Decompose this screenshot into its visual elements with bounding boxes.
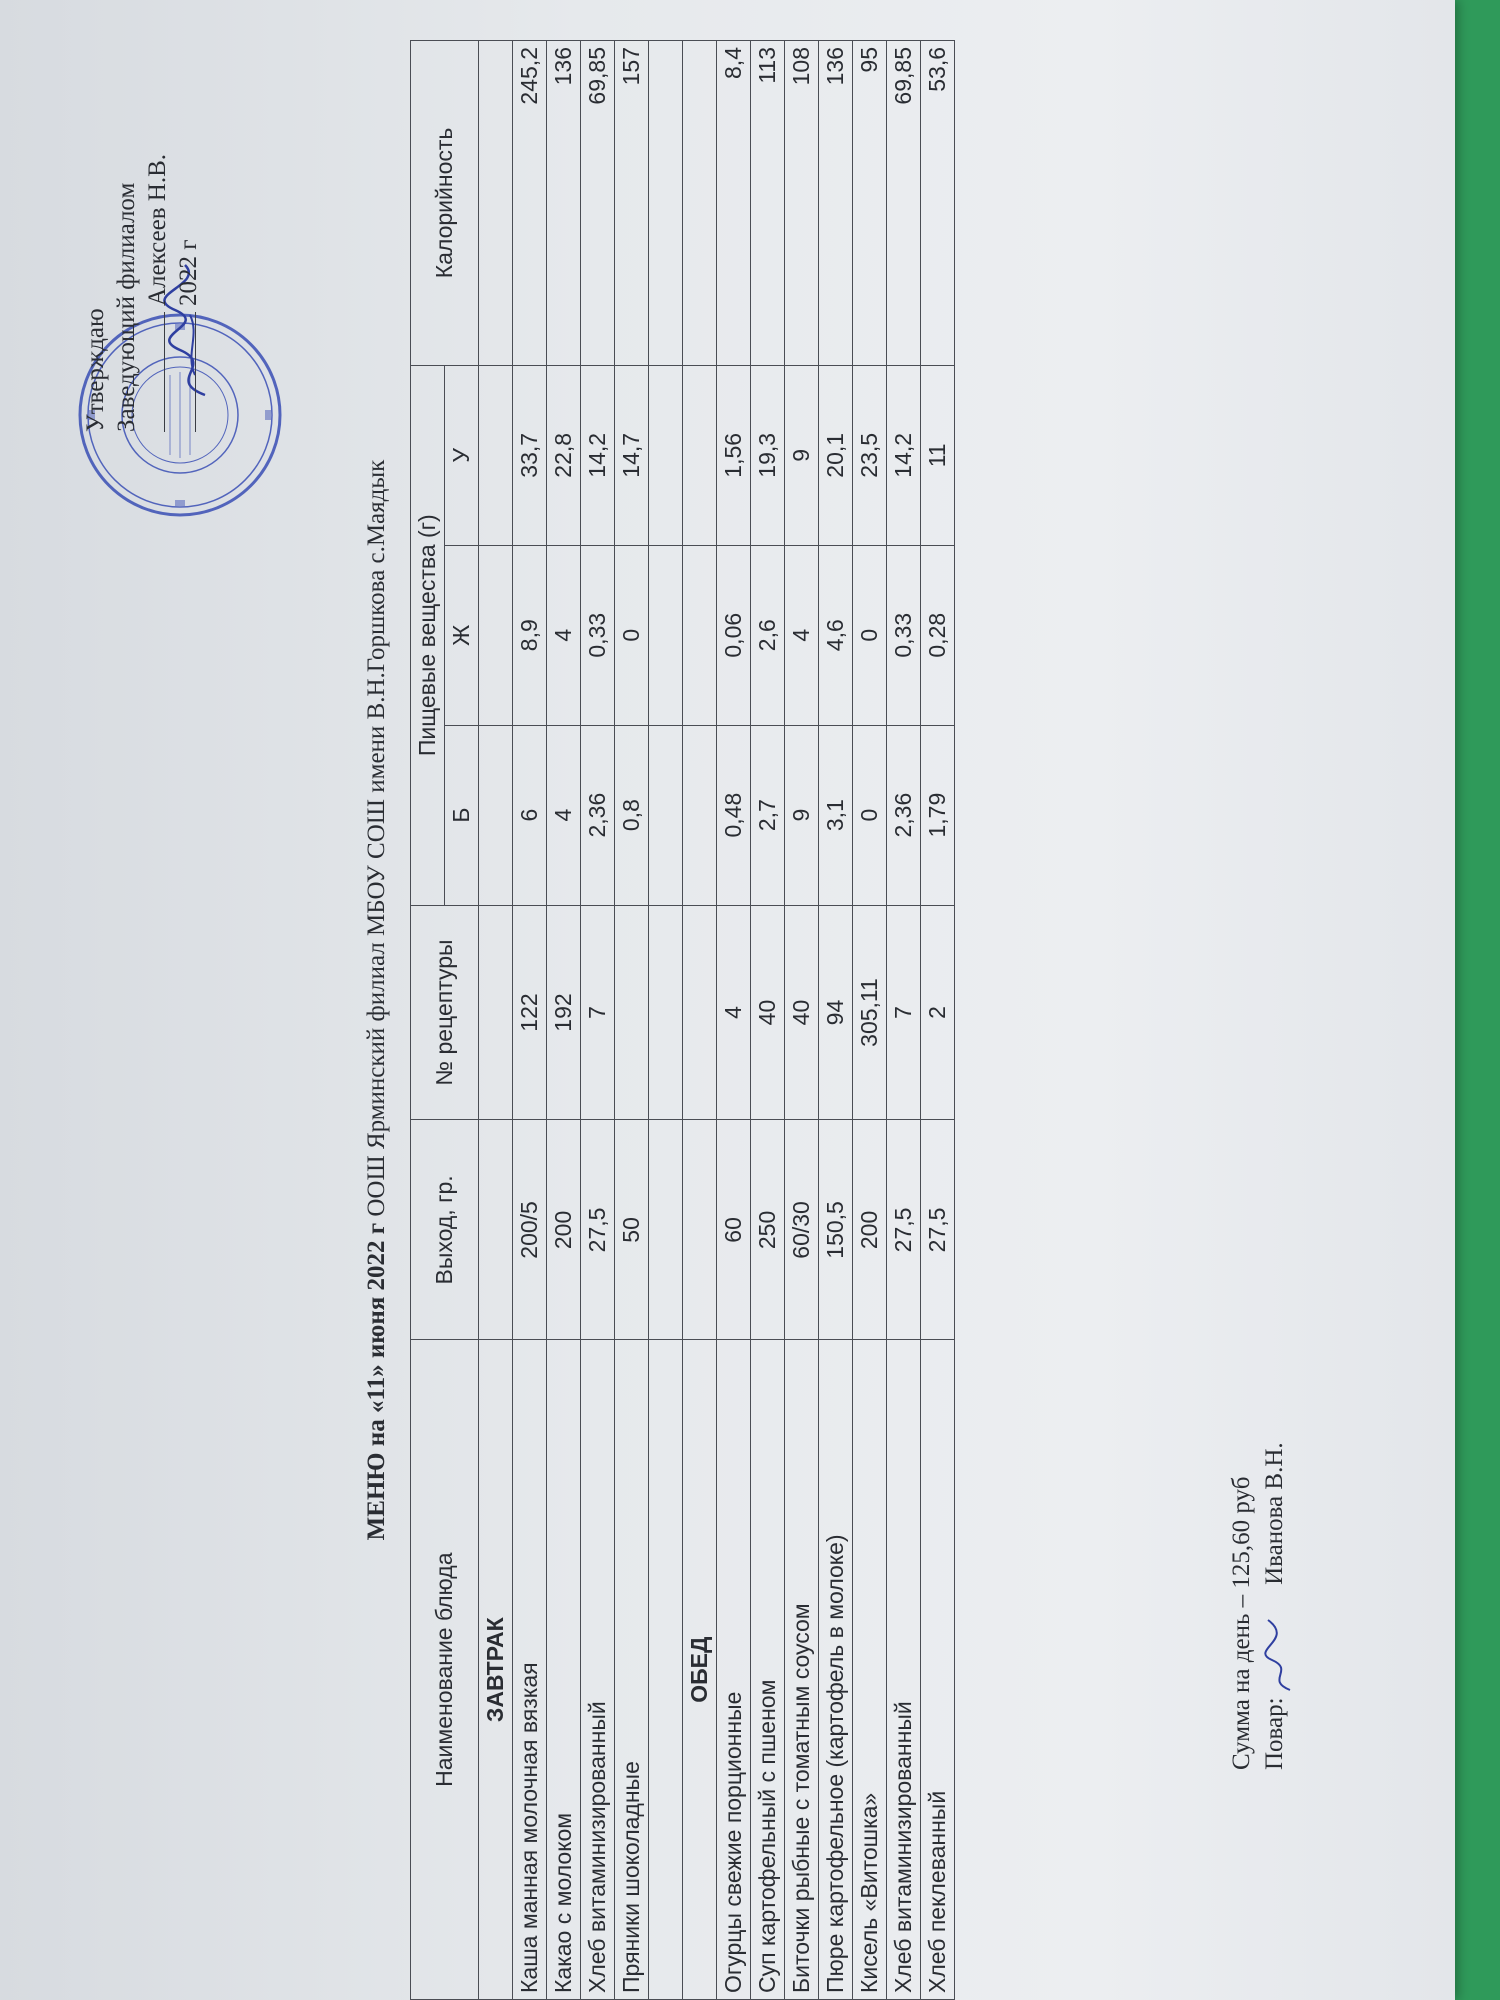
table-row: [717, 41, 751, 2000]
cell-b: 1,79: [921, 725, 955, 905]
cell-name: Хлеб витаминизированный: [887, 1340, 921, 2000]
cell-u: 14,2: [581, 365, 615, 545]
cell-zh: 0: [615, 545, 649, 725]
section-row-breakfast: [479, 41, 513, 2000]
cell-kcal: 245,2: [513, 41, 547, 366]
table-row: [785, 41, 819, 2000]
cell-recipe: 305,11: [853, 905, 887, 1120]
cell-u: 1,56: [717, 365, 751, 545]
section-row-lunch: [683, 41, 717, 2000]
cell-recipe: 4: [717, 905, 751, 1120]
cell-b: 3,1: [819, 725, 853, 905]
cell-b: 0: [853, 725, 887, 905]
cell-zh: 0,06: [717, 545, 751, 725]
section-label: ЗАВТРАК: [479, 1340, 513, 2000]
cell-output: 200: [853, 1120, 887, 1340]
cell-output: 200/5: [513, 1120, 547, 1340]
cell-kcal: 157: [615, 41, 649, 366]
header-zh: Ж: [445, 545, 479, 725]
menu-table: [410, 40, 955, 2000]
cell-name: Какао с молоком: [547, 1340, 581, 2000]
header-b: Б: [445, 725, 479, 905]
cell-u: 33,7: [513, 365, 547, 545]
cell-kcal: 113: [751, 41, 785, 366]
cell-b: 0,8: [615, 725, 649, 905]
cell-name: Суп картофельный с пшеном: [751, 1340, 785, 2000]
cell-zh: 2,6: [751, 545, 785, 725]
table-row: [853, 41, 887, 2000]
cell-name: Кисель «Витошка»: [853, 1340, 887, 2000]
cell-zh: 4: [785, 545, 819, 725]
cell-kcal: 95: [853, 41, 887, 366]
cell-b: 2,36: [581, 725, 615, 905]
cell-u: 20,1: [819, 365, 853, 545]
table-row: [615, 41, 649, 2000]
cell-output: 60/30: [785, 1120, 819, 1340]
cook-name: Иванова В.Н.: [1261, 1442, 1288, 1585]
cell-recipe: 192: [547, 905, 581, 1120]
cell-output: 150,5: [819, 1120, 853, 1340]
cell-name: Биточки рыбные с томатным соусом: [785, 1340, 819, 2000]
header-output: Выход, гр.: [411, 1120, 479, 1340]
cell-recipe: 2: [921, 905, 955, 1120]
approval-line2: Заведующий филиалом: [113, 182, 140, 432]
cell-recipe: 94: [819, 905, 853, 1120]
cell-b: 4: [547, 725, 581, 905]
header-name: Наименование блюда: [411, 1340, 479, 2000]
cell-zh: 0: [853, 545, 887, 725]
cell-output: 50: [615, 1120, 649, 1340]
cell-kcal: 136: [819, 41, 853, 366]
cell-u: 23,5: [853, 365, 887, 545]
cell-output: 27,5: [581, 1120, 615, 1340]
cell-output: 27,5: [921, 1120, 955, 1340]
cell-output: 200: [547, 1120, 581, 1340]
cell-recipe: 7: [887, 905, 921, 1120]
cell-recipe: [615, 905, 649, 1120]
cell-u: 11: [921, 365, 955, 545]
cell-b: 2,36: [887, 725, 921, 905]
cell-name: Хлеб пеклеванный: [921, 1340, 955, 2000]
cell-u: 19,3: [751, 365, 785, 545]
cell-name: Пряники шоколадные: [615, 1340, 649, 2000]
cell-recipe: 122: [513, 905, 547, 1120]
cell-recipe: 40: [785, 905, 819, 1120]
page-title: [363, 0, 391, 2000]
table-row: [513, 41, 547, 2000]
cell-name: Каша манная молочная вязкая: [513, 1340, 547, 2000]
cell-output: 60: [717, 1120, 751, 1340]
signature-line: [164, 312, 165, 432]
table-row: [887, 41, 921, 2000]
footer-block: [1225, 1442, 1291, 1770]
table-row: [751, 41, 785, 2000]
cell-kcal: 8,4: [717, 41, 751, 366]
header-calories: Калорийность: [411, 41, 479, 366]
approval-line1: Утверждаю: [82, 308, 109, 432]
cell-zh: 4: [547, 545, 581, 725]
approval-block: [80, 154, 204, 432]
section-label: ОБЕД: [683, 1340, 717, 2000]
cell-kcal: 136: [547, 41, 581, 366]
cell-recipe: 7: [581, 905, 615, 1120]
cell-name: Пюре картофельное (картофель в молоке): [819, 1340, 853, 2000]
cell-u: 14,2: [887, 365, 921, 545]
cook-signature: [1260, 1615, 1300, 1695]
date-line: [195, 312, 196, 432]
cell-kcal: 108: [785, 41, 819, 366]
cell-zh: 0,33: [581, 545, 615, 725]
cell-kcal: 69,85: [581, 41, 615, 366]
cook-label: Повар:: [1261, 1697, 1288, 1770]
spacer-row: [649, 41, 683, 2000]
header-u: У: [445, 365, 479, 545]
table-row: [921, 41, 955, 2000]
daily-total: Сумма на день – 125,60 руб: [1228, 1476, 1255, 1770]
cell-zh: 0,33: [887, 545, 921, 725]
cell-name: Огурцы свежие порционные: [717, 1340, 751, 2000]
cell-b: 9: [785, 725, 819, 905]
cell-zh: 4,6: [819, 545, 853, 725]
cell-u: 9: [785, 365, 819, 545]
header-nutrients: Пищевые вещества (г): [411, 365, 445, 905]
cell-output: 27,5: [887, 1120, 921, 1340]
cell-zh: 0,28: [921, 545, 955, 725]
cell-recipe: 40: [751, 905, 785, 1120]
approval-year: 2022 г: [175, 239, 202, 306]
cell-b: 6: [513, 725, 547, 905]
cell-b: 2,7: [751, 725, 785, 905]
cell-output: 250: [751, 1120, 785, 1340]
cell-name: Хлеб витаминизированный: [581, 1340, 615, 2000]
cell-zh: 8,9: [513, 545, 547, 725]
header-recipe: № рецептуры: [411, 905, 479, 1120]
cell-b: 0,48: [717, 725, 751, 905]
table-row: [581, 41, 615, 2000]
cell-kcal: 69,85: [887, 41, 921, 366]
approval-name: Алексеев Н.В.: [144, 153, 171, 306]
cell-u: 14,7: [615, 365, 649, 545]
title-bold: МЕНЮ на «11» июня 2022 г: [363, 1222, 390, 1541]
cell-kcal: 53,6: [921, 41, 955, 366]
cell-u: 22,8: [547, 365, 581, 545]
table-row: [547, 41, 581, 2000]
table-row: [819, 41, 853, 2000]
title-rest: ООШ Ярминский филиал МБОУ СОШ имени В.Н.Горшкова с.Маядык: [363, 459, 390, 1223]
